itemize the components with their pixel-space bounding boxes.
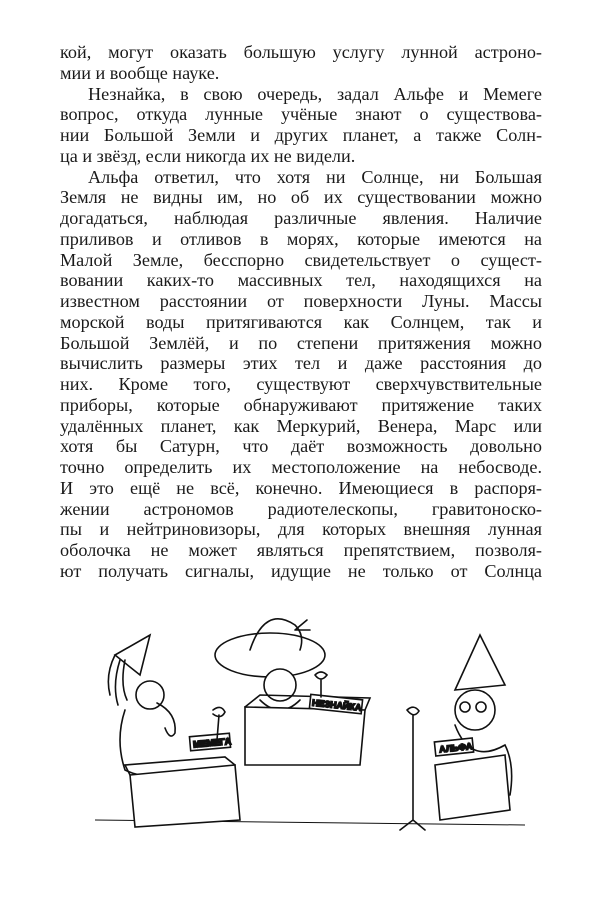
sign-alfa: АЛЬФА	[438, 741, 473, 755]
text-line: нии Большой Земли и других планет, а также Солн-	[60, 125, 542, 145]
text-line: хотя бы Сатурн, что даёт возможность довольно	[60, 436, 542, 457]
text-line: Земля не видны им, но об их существовании можно	[60, 187, 542, 208]
text-line: приборы, которые обнаруживают притяжение таких	[60, 394, 542, 415]
text-line: них. Кроме того, существуют сверхчувствительные	[60, 374, 542, 394]
text-line: вычислить размеры этих тел и даже расстояния до	[60, 353, 542, 374]
text-line: морской воды притягиваются как Солнцем, так и	[60, 311, 542, 332]
text-line: жении астрономов радиотелескопы, гравитоноско-	[60, 498, 542, 519]
text-line: ца и звёзд, если никогда их не видели.	[60, 145, 356, 166]
text-line: вопрос, откуда лунные учёные знают о существова-	[60, 104, 542, 125]
sign-neznaika: НЕЗНАЙКА	[311, 697, 362, 713]
illustration-scientists-at-desks	[95, 615, 525, 865]
text-line: Альфа ответил, что хотя ни Солнце, ни Большая	[88, 166, 542, 187]
memega-figure	[108, 635, 175, 777]
text-line: кой, могут оказать большую услугу лунной астроно-	[60, 42, 542, 62]
text-line: И это ещё не всё, конечно. Имеющиеся в распоря-	[60, 477, 542, 498]
text-line: удалённых планет, как Меркурий, Венера, Марс или	[60, 415, 542, 436]
text-line: точно определить их местоположение на небосводе.	[60, 457, 542, 477]
sign-memega: МЕМЕГА	[192, 736, 232, 750]
memega-desk	[125, 707, 240, 827]
page-text	[60, 42, 542, 582]
text-line: Большой Землёй, и по степени притяжения можно	[60, 332, 542, 353]
text-line: известном расстоянии от поверхности Луны. Массы	[60, 291, 542, 311]
text-line: Незнайка, в свою очередь, задал Альфе и Мемеге	[88, 83, 542, 104]
text-line: приливов и отливов в морях, которые имеются на	[60, 228, 542, 249]
text-line: оболочка не может являться препятствием, позволя-	[60, 540, 542, 560]
text-line: ют получать сигналы, идущие не только от Солнца	[60, 560, 542, 581]
text-line: догадаться, наблюдая различные явления. Наличие	[60, 208, 542, 228]
text-line: Малой Земле, бесспорно свидетельствует о сущест-	[60, 249, 542, 270]
text-line: мии и вообще науке.	[60, 62, 220, 83]
text-line: вовании каких-то массивных тел, находящихся на	[60, 270, 542, 291]
text-line: пы и нейтриновизоры, для которых внешняя лунная	[60, 519, 542, 540]
